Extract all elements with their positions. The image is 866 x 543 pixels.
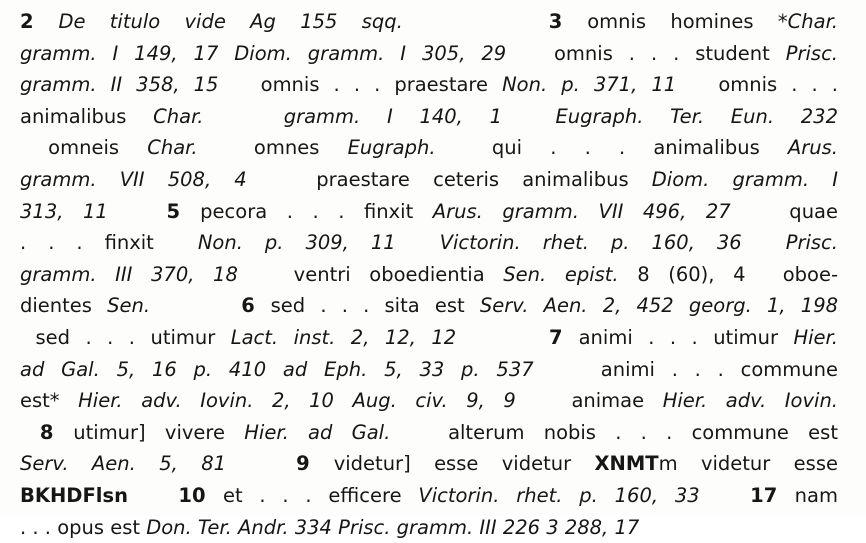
lemma-text: animi . . . commune	[534, 358, 838, 381]
lemma-text: m videtur esse	[659, 452, 838, 475]
lemma-text: videtur] esse videtur	[334, 452, 595, 475]
citation-text: ad Gal. 5, 16 p. 410 ad Eph. 5, 33 p. 537	[20, 358, 534, 381]
citation-text: Hier. adv. Iovin. 2, 10 Aug. civ. 9, 9	[78, 389, 516, 412]
apparatus-line	[20, 512, 838, 543]
citation-text: Victorin. rhet. p. 160, 33	[418, 484, 699, 507]
line-number-or-siglum: 7	[549, 326, 579, 349]
lemma-text: alterum nobis . . . commune est	[390, 421, 838, 444]
line-number-or-siglum: 3	[549, 10, 587, 33]
lemma-text: omnis homines *	[587, 10, 787, 33]
apparatus-line	[20, 6, 838, 38]
citation-text: Hier. adv. Iovin.	[663, 389, 838, 412]
citation-text: Char.	[788, 10, 838, 33]
citation-text: Lact. inst. 2, 12, 12	[231, 326, 456, 349]
lemma-text: qui . . . animalibus	[436, 136, 788, 159]
citation-text: Don. Ter. Andr. 334 Prisc. gramm. III 226 3 288, 17	[146, 516, 639, 539]
lemma-text: omnes	[198, 136, 348, 159]
citation-text: gramm. III 370, 18	[20, 263, 238, 286]
citation-text: Char.	[147, 136, 197, 159]
lemma-text: omneis	[20, 136, 147, 159]
citation-text: Diom. gramm. I	[652, 168, 838, 191]
citation-text: gramm. I 149, 17 Diom. gramm. I 305, 29	[20, 42, 506, 65]
lemma-text	[150, 294, 241, 317]
apparatus-line	[20, 480, 838, 512]
lemma-text: omnis . . . student	[506, 42, 786, 65]
citation-text: Arus. gramm. VII 496, 27	[433, 200, 731, 223]
apparatus-line	[20, 38, 838, 70]
line-number-or-siglum: 9	[296, 452, 334, 475]
lemma-text	[226, 452, 296, 475]
apparatus-line	[20, 101, 838, 133]
apparatus-line	[20, 354, 838, 386]
line-number-or-siglum: 2	[20, 10, 58, 33]
citation-text: Non. p. 371, 11	[502, 73, 676, 96]
citation-text: gramm. II 358, 15	[20, 73, 218, 96]
lemma-text: omnis . . .	[676, 73, 838, 96]
lemma-text	[108, 200, 167, 223]
apparatus-line	[20, 132, 838, 164]
lemma-text: . . . opus est	[20, 516, 146, 539]
citation-text: Hier. ad Gal.	[244, 421, 390, 444]
line-number-or-siglum: 5	[166, 200, 200, 223]
lemma-text: animae	[516, 389, 663, 412]
apparatus-line	[20, 417, 838, 449]
citation-text: Prisc.	[786, 42, 838, 65]
line-number-or-siglum: 6	[241, 294, 270, 317]
lemma-text: dientes	[20, 294, 107, 317]
lemma-text: est*	[20, 389, 78, 412]
lemma-text: animi . . . utimur	[579, 326, 794, 349]
apparatus-line	[20, 290, 838, 322]
apparatus-line	[20, 385, 838, 417]
lemma-text	[204, 105, 284, 128]
citation-text: gramm. I 140, 1 Eugraph. Ter. Eun. 232	[284, 105, 838, 128]
lemma-text: pecora . . . finxit	[200, 200, 433, 223]
apparatus-line	[20, 322, 838, 354]
line-number-or-siglum: BKHDFlsn	[20, 484, 128, 507]
lemma-text: ventri oboedientia	[238, 263, 503, 286]
lemma-text	[403, 10, 549, 33]
citation-text: Eugraph.	[348, 136, 436, 159]
lemma-text	[456, 326, 549, 349]
lemma-text: sed . . . utimur	[20, 326, 231, 349]
lemma-text: nam	[795, 484, 838, 507]
citation-text: Non. p. 309, 11 Victorin. rhet. p. 160, 36 Prisc.	[198, 231, 838, 254]
lemma-text: utimur] vivere	[73, 421, 244, 444]
citation-text: Sen. epist.	[503, 263, 618, 286]
apparatus-line	[20, 69, 838, 101]
apparatus-line	[20, 196, 838, 228]
line-number-or-siglum: 10	[178, 484, 223, 507]
lemma-text: quae	[731, 200, 838, 223]
lemma-text: 8 (60), 4 oboe-	[619, 263, 838, 286]
lemma-text	[128, 484, 178, 507]
citation-text: gramm. VII 508, 4	[20, 168, 247, 191]
apparatus-line	[20, 259, 838, 291]
lemma-text	[700, 484, 750, 507]
lemma-text: et . . . efficere	[223, 484, 418, 507]
line-number-or-siglum: 17	[750, 484, 795, 507]
lemma-text: . . . finxit	[20, 231, 198, 254]
apparatus-line	[20, 164, 838, 196]
citation-text: De titulo vide Ag 155 sqq.	[58, 10, 402, 33]
line-number-or-siglum: XNMT	[595, 452, 659, 475]
citation-text: Serv. Aen. 5, 81	[20, 452, 226, 475]
line-number-or-siglum: 8	[20, 421, 73, 444]
citation-text: Char.	[153, 105, 203, 128]
lemma-text: sed . . . sita est	[271, 294, 480, 317]
lemma-text: animalibus	[20, 105, 153, 128]
apparatus-line	[20, 448, 838, 480]
lemma-text: praestare ceteris animalibus	[247, 168, 652, 191]
citation-text: Sen.	[107, 294, 150, 317]
citation-text: Hier.	[793, 326, 838, 349]
apparatus-line	[20, 227, 838, 259]
citation-text: Arus.	[788, 136, 838, 159]
citation-text: Serv. Aen. 2, 452 georg. 1, 198	[480, 294, 838, 317]
citation-text: 313, 11	[20, 200, 108, 223]
critical-apparatus	[20, 6, 838, 543]
lemma-text: omnis . . . praestare	[218, 73, 502, 96]
